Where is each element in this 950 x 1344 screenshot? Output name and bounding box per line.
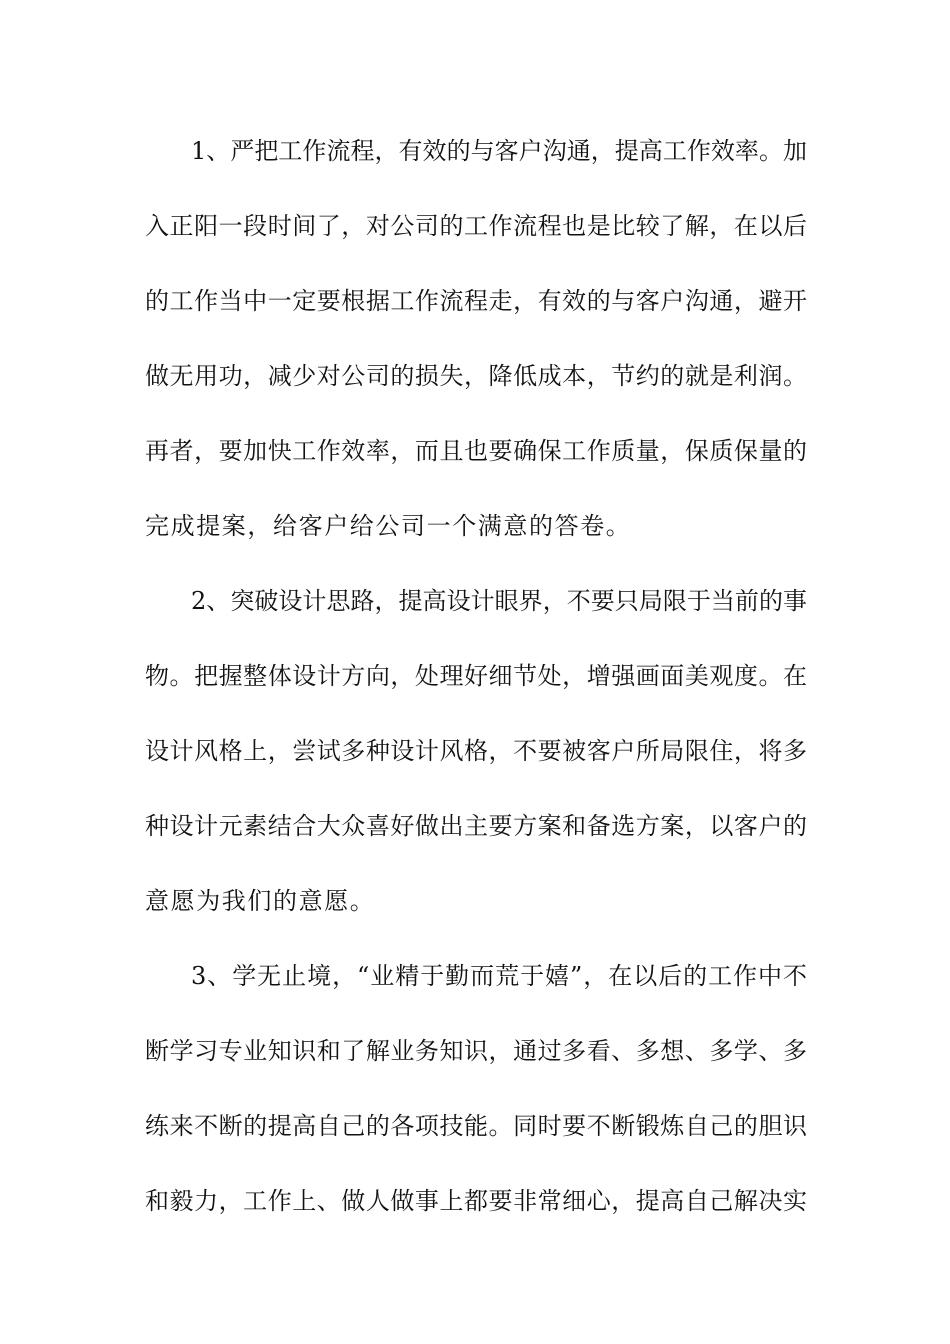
paragraph-1-line-2: 入正阳一段时间了，对公司的工作流程也是比较了解，在以后: [145, 212, 807, 240]
paragraph-2-line-5: 意愿为我们的意愿。: [145, 887, 376, 915]
paragraph-3-line-4: 和毅力，工作上、做人做事上都要非常细心，提高自己解决实: [145, 1187, 807, 1215]
paragraph-1-line-5: 再者，要加快工作效率，而且也要确保工作质量，保质保量的: [145, 437, 807, 465]
paragraph-1-line-6: 完成提案，给客户给公司一个满意的答卷。: [145, 512, 632, 540]
paragraph-1: [145, 114, 807, 564]
document-body: [145, 114, 807, 1239]
paragraph-2: [145, 564, 807, 939]
paragraph-3: [145, 939, 807, 1239]
paragraph-3-line-3: 练来不断的提高自己的各项技能。同时要不断锻炼自己的胆识: [145, 1112, 807, 1140]
paragraph-2-line-3: 设计风格上，尝试多种设计风格，不要被客户所局限住，将多: [145, 737, 807, 765]
paragraph-1-line-1: 1、严把工作流程，有效的与客户沟通，提高工作效率。加: [191, 137, 807, 165]
paragraph-2-line-1: 2、突破设计思路，提高设计眼界，不要只局限于当前的事: [191, 587, 807, 615]
paragraph-1-line-3: 的工作当中一定要根据工作流程走，有效的与客户沟通，避开: [145, 287, 807, 315]
paragraph-3-line-2: 断学习专业知识和了解业务知识，通过多看、多想、多学、多: [145, 1037, 807, 1065]
paragraph-1-line-4: 做无用功，减少对公司的损失，降低成本，节约的就是利润。: [145, 362, 807, 390]
paragraph-3-line-1: 3、学无止境，“业精于勤而荒于嬉”，在以后的工作中不: [191, 962, 807, 990]
paragraph-2-line-4: 种设计元素结合大众喜好做出主要方案和备选方案，以客户的: [145, 812, 807, 840]
paragraph-2-line-2: 物。把握整体设计方向，处理好细节处，增强画面美观度。在: [145, 662, 807, 690]
